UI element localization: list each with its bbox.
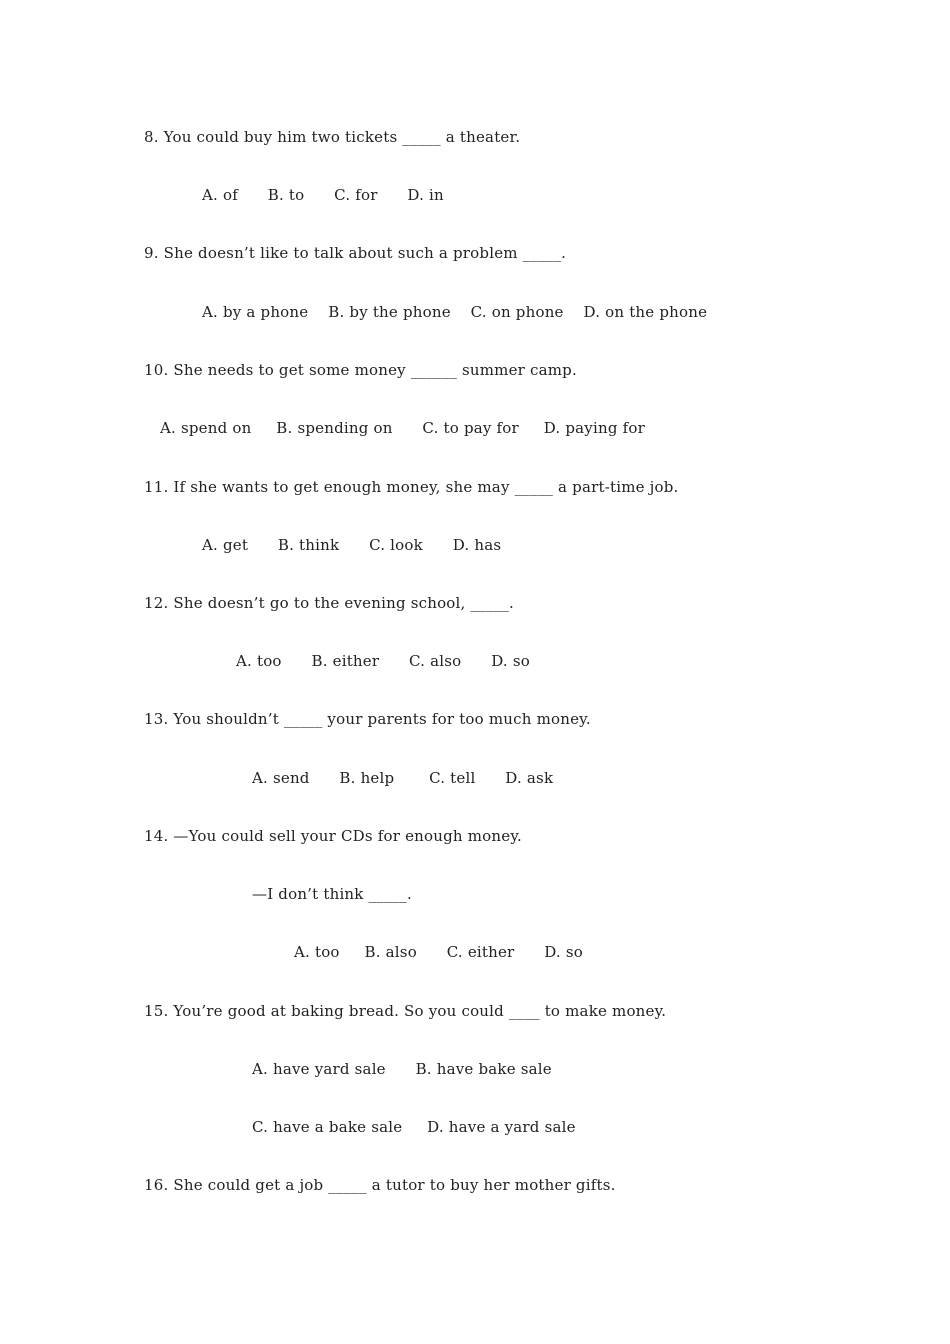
question-15-options-line2: C. have a bake sale D. have a yard sale (252, 1118, 576, 1136)
question-12-stem: 12. She doesn’t go to the evening school, _____. (144, 594, 514, 612)
question-11-stem: 11. If she wants to get enough money, she may _____ a part-time job. (144, 478, 679, 496)
question-16-stem: 16. She could get a job _____ a tutor to buy her mother gifts. (144, 1176, 616, 1194)
question-15-options-line1: A. have yard sale B. have bake sale (252, 1060, 552, 1078)
question-9-options: A. by a phone B. by the phone C. on phone D. on the phone (202, 303, 708, 321)
question-15-stem: 15. You’re good at baking bread. So you could ____ to make money. (144, 1002, 667, 1020)
question-12-options: A. too B. either C. also D. so (236, 652, 530, 670)
question-14-reply: —I don’t think _____. (252, 885, 413, 903)
question-11-options: A. get B. think C. look D. has (202, 536, 502, 554)
question-13-stem: 13. You shouldn’t _____ your parents for too much money. (144, 710, 591, 728)
question-14-options: A. too B. also C. either D. so (294, 943, 583, 961)
question-14-stem: 14. —You could sell your CDs for enough money. (144, 827, 522, 845)
question-8-options: A. of B. to C. for D. in (202, 186, 444, 204)
question-8-stem: 8. You could buy him two tickets _____ a theater. (144, 128, 521, 146)
question-9-stem: 9. She doesn’t like to talk about such a problem _____. (144, 244, 567, 262)
question-10-options: A. spend on B. spending on C. to pay for D. paying for (160, 419, 645, 437)
question-13-options: A. send B. help C. tell D. ask (252, 769, 554, 787)
question-10-stem: 10. She needs to get some money ______ summer camp. (144, 361, 577, 379)
